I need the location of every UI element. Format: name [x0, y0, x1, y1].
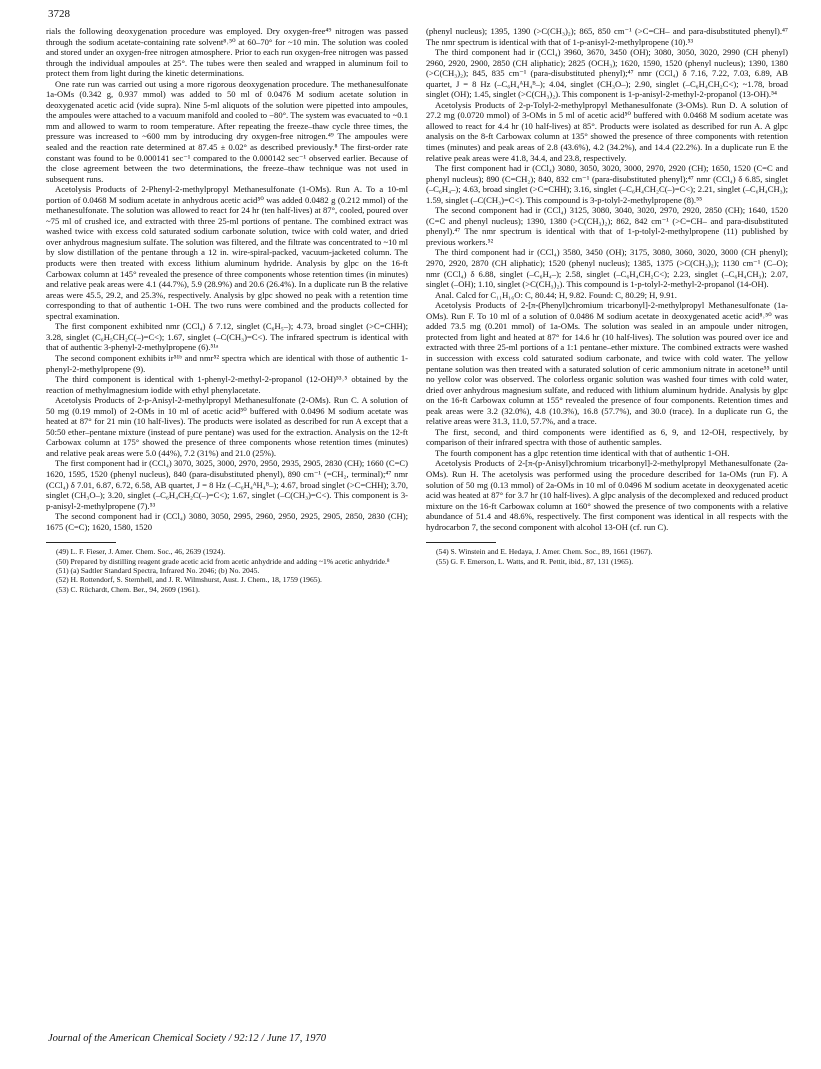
paragraph: Anal. Calcd for C₁₁H₁₆O: C, 80.44; H, 9.82. Found: C, 80.29; H, 9.91. — [435, 289, 677, 300]
paragraph: The first component had ir (CCl₄) 3070, 3025, 3000, 2970, 2950, 2935, 2905, 2830 (CH); 1660 (C=C) 1620, 1595, 1520 (phenyl nucleus), 840 (para-disubstituted phenyl), 890 cm⁻¹ (=CH₂, terminal);⁴⁷ nmr (CCl₄) δ 7.01, 6.87, 6.72, 6.58, AB quartet, J = 8 Hz (–C₆H₄ᴬH₄ᴮ–); 4.67, broad singlet (>C=CHH); 3.70, singlet (CH₃O–); 3.20, singlet (–C₆H₄CH₂C(–)=C<); 1.67, singlet (–C(CH₃)=C<). This component is 3-p-anisyl-2-methylpropene (7).⁵³ — [46, 458, 408, 511]
left-column — [46, 26, 408, 594]
footnote: (49) L. F. Fieser, J. Amer. Chem. Soc., 46, 2639 (1924). — [56, 547, 226, 557]
paragraph: rials the following deoxygenation procedure was employed. Dry oxygen-free⁴⁹ nitrogen was passed through the sodium acetate-containing rate solvent⁸˒⁵⁰ at 60–70° for ~10 min. The solution was cooled and stored under an oxygen-free nitrogen atmosphere. Prior to each run oxygen-free nitrogen was passed through the individual ampoules at 25°. The tubes were then sealed and wrapped in aluminum foil to protect them from light during the kinetic determinations. — [46, 26, 408, 79]
footnote: (54) S. Winstein and E. Hedaya, J. Amer. Chem. Soc., 89, 1661 (1967). — [436, 547, 653, 557]
paragraph: Acetolysis Products of 2-[π-(Phenyl)chromium tricarbonyl]-2-methylpropyl Methanesulfonate (1a-OMs). Run F. To 10 ml of a solution of 0.0486 M sodium acetate in deoxygenated acetic acid⁸˒⁵⁰ was added 73.5 mg (0.201 mmol) of 1a-OMs. The solution was sealed in an ampoule under nitrogen, protected from light and heated at 87° for 14.6 hr (10 half-lives). The solution was poured over ice and extracted with three 25-ml portions of a 1:1 pentane–ether mixture. The combined extracts were washed in succession with excess cold saturated sodium carbonate, and twice with cold water. The yellow pentane solution was then treated with a saturated solution of ceric ammonium nitrate in acetone⁵⁵ until no yellow color was observed. The colorless organic solution was washed four times with cold water, dried over anhydrous magnesium sulfate, and reduced with lithium aluminum hydride. Analysis by glpc on the 16-ft Carbowax column at 155° revealed the presence of four components. Retention times and peak areas were 3.2 (32.0%), 4.8 (10.3%), 16.8 (57.7%), and 30.0 (trace). In a duplicate run G, the relative areas were 31.3, 11.0, 57.7%, and a trace. — [426, 300, 788, 427]
paragraph: Acetolysis Products of 2-[π-(p-Anisyl)chromium tricarbonyl]-2-methylpropyl Methanesulfonate (2a-OMs). Run H. The acetolysis was performed using the procedure described for 1a-OMs (run F). A solution of 50 mg (0.13 mmol) of 2a-OMs in 10 ml of 0.0496 M sodium acetate in deoxygenated acetic acid was heated at 87° for 3.7 hr (10 half-lives). A glpc analysis of the decomplexed and reduced product mixture on the 16-ft Carbowax column at 160° showed the presence of two components with a relative abundance of 51.4 and 48.6%, respectively. The first component was identical in all respects with the hydrocarbon 7, the second component with alcohol 13-OH (cf. run C). — [426, 458, 788, 532]
paragraph: The second component had ir (CCl₄) 3125, 3080, 3040, 3020, 2970, 2920, 2850 (CH); 1640, 1520 (C=C and phenyl nucleus); 1390, 1380 (>C(CH₃)₂); 862, 842 cm⁻¹ (>C=CH– and para-disubstituted phenyl).⁴⁷ The nmr spectrum is identical with that of 1-p-tolyl-2-methylpropene (11) published by previous workers.⁵² — [426, 205, 788, 247]
footnote: (52) H. Rottendorf, S. Sternhell, and J. R. Wilmshurst, Aust. J. Chem., 18, 1759 (1965). — [56, 575, 322, 585]
footnote: (53) C. Rüchardt, Chem. Ber., 94, 2609 (1961). — [56, 584, 200, 594]
footnote: (55) G. F. Emerson, L. Watts, and R. Pettit, ibid., 87, 131 (1965). — [436, 556, 634, 566]
journal-footer: Journal of the American Chemical Society / 92:12 / June 17, 1970 — [48, 1033, 326, 1044]
paragraph: One rate run was carried out using a more rigorous deoxygenation procedure. The methanesulfonate 1a-OMs (0.342 g, 0.937 mmol) was added to 50 ml of 0.0476 M sodium acetate solution in deoxygenated acetic acid (vide supra). Nine 5-ml aliquots of the solution were pipetted into ampoules, the ampoules were attached to a vacuum manifold and cooled to −80°. The system was evacuated to ~0.1 mm and allowed to warm to room temperature. After repeating the freeze–thaw cycle three times, the pressure was increased to ~600 mm by introducing dry oxygen-free nitrogen.⁴⁹ The ampoules were sealed and the reaction rate determined at 87.45 ± 0.02° as described previously.⁸ The first-order rate constant was found to be 0.000141 sec⁻¹ compared to the 0.000142 sec⁻¹ observed earlier. Because of the close agreement between the two determinations, the freeze–thaw technique was not used in subsequent runs. — [46, 78, 408, 184]
right-column — [426, 26, 788, 566]
paragraph: The first, second, and third components were identified as 6, 9, and 12-OH, respectively, by comparison of their infrared spectra with those of authentic samples. — [426, 426, 788, 448]
footnote: (51) (a) Sadtler Standard Spectra, Infrared No. 2046; (b) No. 2045. — [56, 566, 260, 576]
paragraph: The first component had ir (CCl₄) 3080, 3050, 3020, 3000, 2970, 2920 (CH); 1650, 1520 (C=C and phenyl nucleus); 890 (C=CH₂); 840, 832 cm⁻¹ (para-disubstituted phenyl);⁴⁷ nmr (CCl₄) δ 6.85, singlet (–C₆H₄–); 4.63, broad singlet (>C=CHH); 3.16, singlet (–C₆H₄CH₂C(–)=C<); 2.21, singlet (–C₆H₄CH₃); 1.59, singlet (–C(CH₃)=C<). This compound is 3-p-tolyl-2-methylpropene (8).⁵⁵ — [426, 163, 788, 205]
paragraph: Acetolysis Products of 2-p-Anisyl-2-methylpropyl Methanesulfonate (2-OMs). Run C. A solution of 50 mg (0.19 mmol) of 2-OMs in 10 ml of acetic acid⁵⁰ buffered with 0.0496 M sodium acetate was heated at 87° for 21 min (10 half-lives). The products were isolated as described for run A except that a 50:50 ether–pentane mixture (instead of pure pentane) was used for the extraction. Analysis on the 12-ft Carbowax column at 175° showed the presence of three components whose retention times (minutes) and relative peak areas were 5.0 (44%), 7.2 (31%) and 21.0 (25%). — [46, 395, 408, 458]
footnote-divider — [46, 542, 116, 543]
paragraph: The second component exhibits ir⁵¹ᵇ and nmr⁵² spectra which are identical with those of authentic 1-phenyl-2-methylpropene (9). — [46, 352, 408, 374]
footnote: (50) Prepared by distilling reagent grade acetic acid from acetic anhydride and adding ~1% acetic anhydride.⁸ — [56, 556, 390, 566]
paragraph: Acetolysis Products of 2-p-Tolyl-2-methylpropyl Methanesulfonate (3-OMs). Run D. A solution of 27.2 mg (0.0720 mmol) of 3-OMs in 5 ml of acetic acid⁵⁰ buffered with 0.0468 M sodium acetate was allowed to react for 4.4 hr (10 half-lives) at 85°. Products were isolated as described for run A. A glpc analysis on the 8-ft Carbowax column at 135° showed the presence of three components with retention times (minutes) and peak areas of 2.8 (43.6%), 4.2 (34.2%), and 14.4 (22.2%). In a duplicate run E the relative peak areas were 41.8, 34.4, and 23.8, respectively. — [426, 99, 788, 163]
paragraph: The third component had ir (CCl₄) 3960, 3670, 3450 (OH); 3080, 3050, 3020, 2990 (CH phenyl) 2960, 2920, 2900, 2850 (CH aliphatic); 2825 (OCH₃); 1620, 1590, 1520 (phenyl nucleus); 1390, 1380 (>C(CH₃)₂); 845, 835 cm⁻¹ (para-disubstituted phenyl);⁴⁷ nmr (CCl₄) δ 7.16, 7.22, 7.03, 6.89, AB quartet, J = 8 Hz (–C₆H₄ᴬH₄ᴮ–); 4.04, singlet (CH₃O–); 2.90, singlet (–C₆H₄CH₂C<); ~1.78, broad singlet (OH); 1.45, singlet (>C(CH₃)₂). This component is 1-p-anisyl-2-methyl-2-propanol (13-OH).⁵⁴ — [426, 47, 788, 100]
page-number: 3728 — [48, 8, 70, 20]
paragraph: Acetolysis Products of 2-Phenyl-2-methylpropyl Methanesulfonate (1-OMs). Run A. To a 10-ml portion of 0.0468 M sodium acetate in anhydrous acetic acid⁵⁰ was added 0.0482 g (0.212 mmol) of the methanesulfonate. The solution was allowed to react for 24 hr (ten half-lives) at 87°, cooled, poured over ~75 ml of crushed ice, and extracted with three 25-ml portions of pentane. The combined extract was washed twice with excess cold saturated sodium carbonate solution, twice with cold water, and dried over anhydrous magnesium sulfate. The solution was filtered, and the filtrate was concentrated to ~10 ml by slow distillation of the pentane through a 12 in. wire-spiral-packed, vacuum-jacketed column. The products were then treated with excess lithium aluminum hydride. Analysis by glpc on the 16-ft Carbowax column at 145° revealed the presence of three components whose retention times (in minutes) and relative peak areas were 4.1 (44.7%), 5.9 (28.9%) and 20.6 (26.4%). In a duplicate run B the relative areas were 45.5, 29.2, and 25.3%, respectively. Analysis by glpc showed no peak with a retention time corresponding to that of authentic 1-OH. The two runs were combined and the products collected for spectral examination. — [46, 184, 408, 321]
paragraph: The third component is identical with 1-phenyl-2-methyl-2-propanol (12-OH)⁵³˒⁵ obtained by the reaction of methylmagnesium iodide with ethyl phenylacetate. — [46, 374, 408, 395]
paragraph: The first component exhibited nmr (CCl₄) δ 7.12, singlet (C₆H₅–); 4.73, broad singlet (>C=CHH); 3.28, singlet (C₆H₅CH₂C(–)=C<); 1.67, singlet (–C(CH₃)=C<). The infrared spectrum is identical with that of authentic 3-phenyl-2-methylpropene (6).⁵¹ᵃ — [46, 321, 408, 353]
paragraph: (phenyl nucleus); 1395, 1390 (>C(CH₃)₂); 865, 850 cm⁻¹ (>C=CH– and para-disubstituted phenyl).⁴⁷ The nmr spectrum is identical with that of 1-p-anisyl-2-methylpropene (10).⁵³ — [426, 26, 788, 47]
paragraph: The fourth component has a glpc retention time identical with that of authentic 1-OH. — [435, 447, 730, 458]
footnote-divider — [426, 542, 496, 543]
paragraph: The third component had ir (CCl₄) 3580, 3450 (OH); 3175, 3080, 3060, 3020, 3000 (CH phenyl); 2970, 2920, 2870 (CH aliphatic); 1520 (phenyl nucleus); 1385, 1375 (>C(CH₃)₂); 1130 cm⁻¹ (C–O); nmr (CCl₄) δ 6.88, singlet (–C₆H₄–); 2.58, singlet (–C₆H₄CH₂C<); 2.23, singlet (–C₆H₄CH₃); 2.07, singlet (–OH); 1.10, singlet (>C(CH₃)₂). This compound is 1-p-tolyl-2-methyl-2-propanol (14-OH). — [426, 247, 788, 290]
paragraph: The second component had ir (CCl₄) 3080, 3050, 2995, 2960, 2950, 2925, 2905, 2850, 2830 (CH); 1675 (C=C); 1620, 1580, 1520 — [46, 511, 408, 532]
